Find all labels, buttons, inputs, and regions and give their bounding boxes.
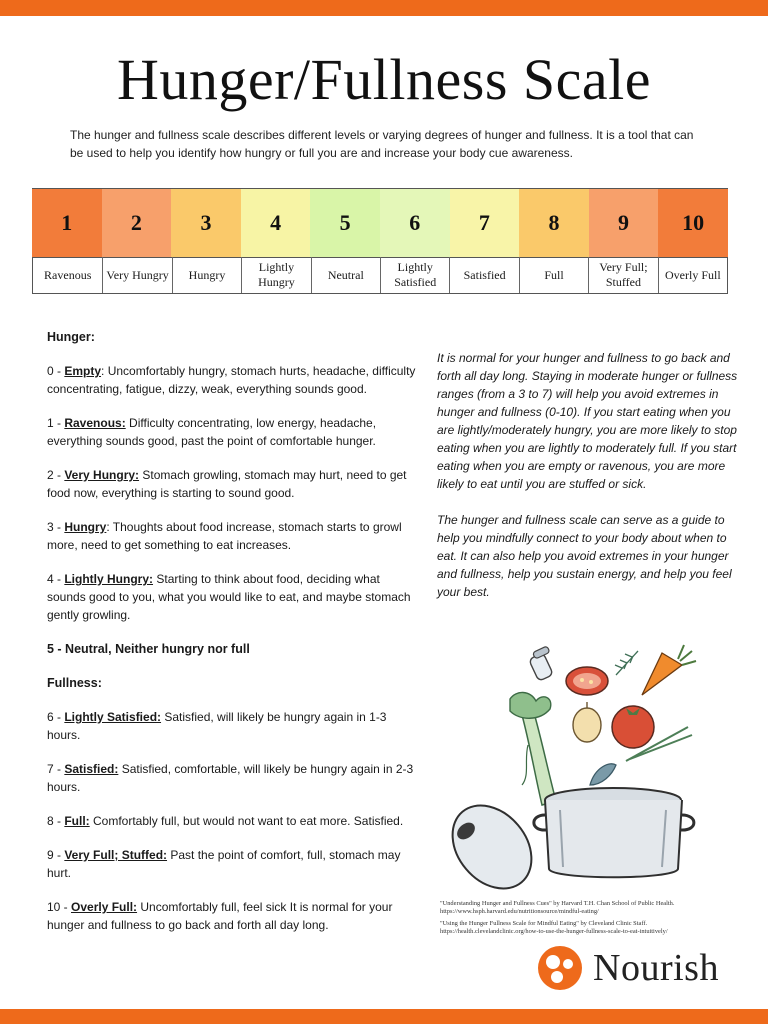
entry-prefix: 4 -	[47, 572, 65, 586]
neutral-line: 5 - Neutral, Neither hungry nor full	[47, 642, 250, 656]
scale-number-4: 4	[241, 189, 311, 257]
herb-sprig-icon	[615, 651, 638, 675]
leaf-icon	[590, 764, 616, 785]
bottom-accent-bar	[0, 1009, 768, 1024]
scale-label-6: Lightly Satisfied	[380, 257, 449, 293]
scale-number-6: 6	[380, 189, 450, 257]
fullness-entry	[47, 708, 417, 744]
nourish-logo	[537, 944, 719, 992]
reference-2: "Using the Hunger Fullness Scale for Mindful Eating" by Cleveland Clinic Staff. https://health.clevelandclinic.org/how-to-use-the-hunger-fullness-scale-to-eat-intuitively/	[440, 920, 668, 935]
entry-description: Starting to think about food, deciding what sounds good to you, what you would like to eat, and maybe stomach gently growling.	[47, 572, 411, 622]
salt-shaker-icon	[529, 646, 554, 681]
entry-description: Uncomfortably full, feel sick It is normal for your hunger and fullness to go back and forth all day long.	[47, 900, 393, 932]
scale-label-2: Very Hungry	[102, 257, 171, 293]
fullness-entry	[47, 760, 417, 796]
cooking-pot-illustration	[430, 635, 720, 897]
entry-description: : Thoughts about food increase, stomach starts to growl more, need to get something to eat increases.	[47, 520, 402, 552]
entry-prefix: 8 -	[47, 814, 65, 828]
scale-label-row	[32, 257, 728, 294]
entry-description: Comfortably full, but would not want to eat more. Satisfied.	[89, 814, 404, 828]
entry-prefix: 0 -	[47, 364, 65, 378]
scale-label-10: Overly Full	[658, 257, 727, 293]
entry-term: Hungry	[64, 520, 107, 534]
entry-term: Satisfied:	[64, 762, 119, 776]
scale-label-7: Satisfied	[449, 257, 518, 293]
fullness-heading: Fullness:	[47, 676, 102, 690]
entry-term: Very Hungry:	[64, 468, 140, 482]
scale-label-4: Lightly Hungry	[241, 257, 310, 293]
entry-prefix: 7 -	[47, 762, 65, 776]
nourish-logo-icon	[537, 945, 583, 991]
onion-icon	[573, 702, 601, 742]
fullness-definitions	[47, 708, 417, 934]
entry-prefix: 1 -	[47, 416, 65, 430]
entry-prefix: 3 -	[47, 520, 65, 534]
entry-term: Ravenous:	[64, 416, 126, 430]
scale-label-8: Full	[519, 257, 588, 293]
hunger-entry	[47, 570, 417, 624]
intro-paragraph: The hunger and fullness scale describes different levels or varying degrees of hunger and fullness. It is a tool that can be used to help you identify how hungry or full you are and increase your body cue awareness.	[70, 128, 694, 160]
page-title: Hunger/Fullness Scale	[116, 47, 652, 112]
scale-number-3: 3	[171, 189, 241, 257]
explanation-column	[437, 349, 749, 619]
hunger-entry	[47, 518, 417, 554]
definitions-column	[47, 328, 417, 934]
entry-term: Lightly Satisfied:	[64, 710, 162, 724]
tomato-icon	[612, 706, 654, 748]
logo-text: Nourish	[593, 947, 719, 989]
explanation-paragraph-2: The hunger and fullness scale can serve as a guide to help you mindfully connect to your body about when to eat. It can also help you avoid extremes in your hunger and fullness, help you sustain energy, and help you feel your best.	[437, 513, 732, 599]
scale-label-3: Hungry	[172, 257, 241, 293]
scale-number-10: 10	[658, 189, 728, 257]
hunger-entry	[47, 414, 417, 450]
scale-number-2: 2	[102, 189, 172, 257]
hunger-entry	[47, 362, 417, 398]
entry-prefix: 6 -	[47, 710, 65, 724]
entry-term: Empty	[64, 364, 102, 378]
scale-number-5: 5	[310, 189, 380, 257]
entry-description: Satisfied, comfortable, will likely be hungry again in 2-3 hours.	[47, 762, 414, 794]
scale-label-9: Very Full; Stuffed	[588, 257, 657, 293]
top-accent-bar	[0, 0, 768, 16]
carrot-icon	[642, 645, 696, 695]
entry-prefix: 10 -	[47, 900, 72, 914]
scale-number-8: 8	[519, 189, 589, 257]
celery-icon	[510, 692, 556, 805]
entry-prefix: 2 -	[47, 468, 65, 482]
pot-lid-icon	[436, 790, 547, 897]
entry-description: Stomach growling, stomach may hurt, need to get food now, everything is starting to sound good.	[47, 468, 407, 500]
fullness-entry	[47, 846, 417, 882]
hunger-fullness-scale	[32, 188, 728, 294]
entry-prefix: 9 -	[47, 848, 65, 862]
explanation-paragraph-1: It is normal for your hunger and fullness to go back and forth all day long. Staying in moderate hunger or fullness ranges (from a 3 to 7) will help you avoid extremes in hunger and fullness (0-10). If you start eating when you are lightly/moderately hungry, you are more likely to stop eating when you are lightly to moderately full. If you start eating when you are empty or ravenous, you are more likely to eat until you are stuffed or sick.	[437, 351, 738, 491]
entry-description: Difficulty concentrating, low energy, headache, everything sounds good, past the point of comfortable hunger.	[47, 416, 377, 448]
scale-label-1: Ravenous	[44, 267, 92, 282]
scale-number-9: 9	[589, 189, 659, 257]
scale-number-row	[32, 188, 728, 258]
hunger-entry	[47, 466, 417, 502]
tomato-slice-icon	[566, 667, 608, 695]
reference-1: "Understanding Hunger and Fullness Cues" by Harvard T.H. Chan School of Public Health. https://www.hsph.harvard.edu/nutritionsource/mindful-eating/	[440, 900, 675, 915]
pot-icon	[534, 788, 694, 877]
scale-number-1: 1	[32, 189, 102, 257]
entry-description: Satisfied, will likely be hungry again in 1-3 hours.	[47, 710, 387, 742]
references	[440, 900, 740, 940]
entry-description: Past the point of comfort, full, stomach may hurt.	[47, 848, 401, 880]
entry-description: : Uncomfortably hungry, stomach hurts, headache, difficulty concentrating, fatigue, dizzy, weak, everything sounds good.	[47, 364, 416, 396]
scale-label-5: Neutral	[311, 257, 380, 293]
scale-number-7: 7	[450, 189, 520, 257]
hunger-heading: Hunger:	[47, 330, 95, 344]
entry-term: Full:	[64, 814, 90, 828]
fullness-entry	[47, 812, 417, 830]
hunger-definitions	[47, 362, 417, 624]
entry-term: Overly Full:	[71, 900, 138, 914]
entry-term: Very Full; Stuffed:	[64, 848, 168, 862]
entry-term: Lightly Hungry:	[64, 572, 154, 586]
fullness-entry	[47, 898, 417, 934]
